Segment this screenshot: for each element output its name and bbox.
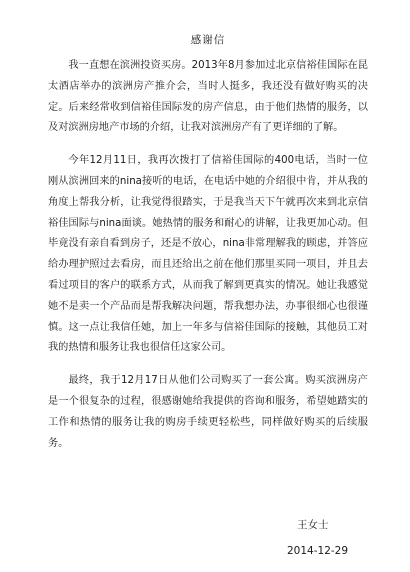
- paragraph-3: 最终，我于12月17日从他们公司购买了一套公寓。购买滨洲房产是一个很复杂的过程，很感谢她给我提供的咨询和服务，希望她踏实的工作和热情的服务让我的购房手续更轻松些，同样做好购买的后续服务。: [48, 375, 368, 449]
- paragraph-2: 今年12月11日，我再次拨打了信裕佳国际的400电话，当时一位刚从滨洲回来的nina接听的电话，在电话中她的介绍很中肯，并从我的角度上帮我分析，让我觉得很踏实，于是我当天下午就再次来到北京信裕佳国际与nina面谈。她热情的服务和耐心的讲解，让我更加心动。但毕竟没有亲自看到房子，还是不放心，nina非常理解我的顾虑，并答应给办理护照过去看房，而且还给出之前在他们那里买同一项目，并且去看过项目的客户的联系方式，从而我了解到更真实的情况。她让我感觉她不是卖一个产品而是帮我解决问题，帮我想办法，办事很细心也很谨慎。这一点让我信任她，加上一年多与信裕佳国际的接触，其他员工对我的热情和服务让我也很信任这家公司。: [48, 155, 368, 354]
- letter-title: 感谢信: [190, 34, 226, 46]
- letter-date: 2014-12-29: [287, 545, 349, 557]
- paragraph-1: 我一直想在滨洲投资买房。2013年8月参加过北京信裕佳国际在昆太酒店举办的滨洲房产推介会，当时人挺多，我还没有做好购买的决定。后来经常收到信裕佳国际发的房产信息，由于他们热情的服务，以及对滨洲房地产市场的介绍，让我对滨洲房产有了更详细的了解。: [48, 60, 368, 134]
- signature: 王女士: [297, 519, 329, 531]
- letter-body: [48, 30, 368, 466]
